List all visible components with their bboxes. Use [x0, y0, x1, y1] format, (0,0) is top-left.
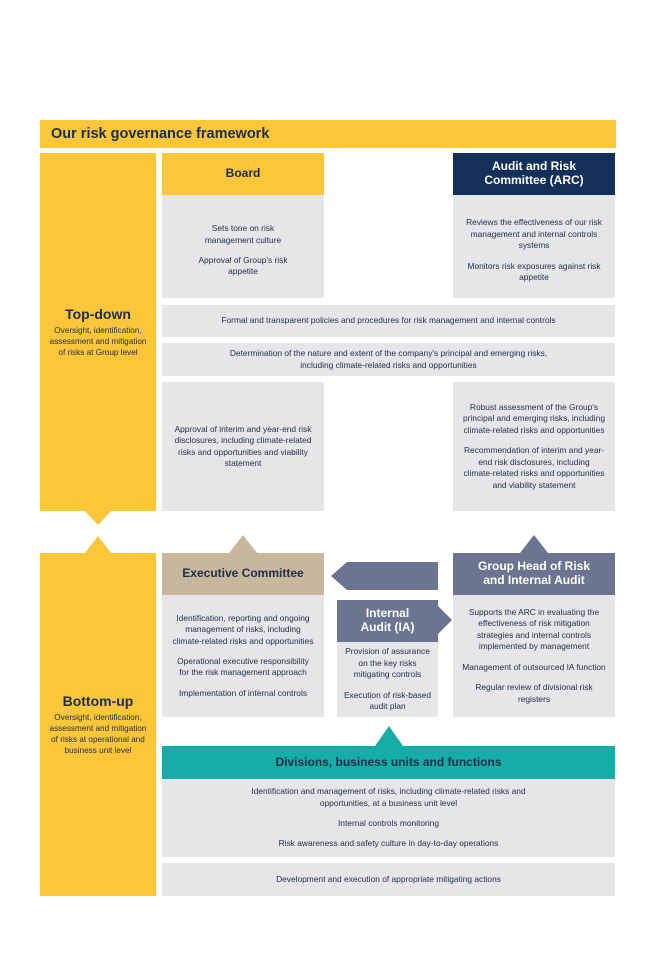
top-down-subtitle: Oversight, identification, assessment and mitigation of risks at Group level — [49, 326, 147, 357]
internal-audit-responsibilities — [337, 642, 438, 717]
divisions-up-arrow — [375, 726, 403, 746]
arc-item: Reviews the effectiveness of our risk management and internal controls systems — [466, 217, 602, 251]
group-head-item: Supports the ARC in evaluating the effectiveness of risk mitigation strategies and internal controls implemented by management — [468, 607, 600, 652]
executive-item: Operational executive responsibility for the risk management approach — [177, 656, 309, 678]
executive-committee-responsibilities — [162, 595, 324, 717]
divisions-item: Risk awareness and safety culture in day-to-day operations — [278, 838, 499, 849]
board-header: Board — [162, 153, 324, 195]
bottom-up-column — [40, 553, 156, 896]
group-head-item: Regular review of divisional risk registers — [475, 682, 593, 704]
framework-title: Our risk governance framework — [40, 120, 616, 148]
board-item: Approval of Group's risk appetite — [198, 255, 288, 277]
top-down-title: Top-down — [65, 306, 131, 322]
shared-band-principal-risks: Determination of the nature and extent of the company's principal and emerging risks, including climate-related risks and opportunities — [162, 343, 615, 376]
bottom-up-up-arrow — [85, 536, 111, 554]
executive-item: Implementation of internal controls — [178, 687, 308, 698]
arc-assessment-item: Recommendation of interim and year-end risk disclosures, including climate-related risks and opportunities and viability statement — [463, 445, 605, 490]
board-disclosures-text: Approval of interim and year-end risk disclosures, including climate-related risks and opportunities and viability statement — [174, 423, 312, 468]
board-responsibilities — [162, 195, 324, 298]
divisions-item: Identification and management of risks, including climate-related risks and opportunities, at a business unit level — [251, 786, 526, 808]
internal-audit-right-arrow — [438, 606, 452, 634]
group-head-up-arrow — [520, 535, 548, 553]
internal-audit-item: Execution of risk-based audit plan — [343, 689, 432, 712]
reporting-left-arrow — [331, 562, 438, 590]
divisions-responsibilities — [162, 779, 615, 857]
arc-header: Audit and Risk Committee (ARC) — [453, 153, 615, 195]
group-head-responsibilities — [453, 595, 615, 717]
executive-item: Identification, reporting and ongoing management of risks, including climate-related risks and opportunities — [172, 612, 314, 646]
mitigating-actions-band: Development and execution of appropriate mitigating actions — [162, 863, 615, 896]
bottom-up-title: Bottom-up — [62, 693, 134, 709]
executive-up-arrow — [229, 535, 257, 553]
arc-responsibilities — [453, 195, 615, 298]
board-disclosures — [162, 382, 324, 511]
group-head-item: Management of outsourced IA function — [462, 661, 606, 672]
top-down-down-arrow — [85, 511, 111, 529]
shared-band-policies: Formal and transparent policies and procedures for risk management and internal controls — [162, 305, 615, 337]
internal-audit-header: Internal Audit (IA) — [337, 600, 438, 642]
arc-item: Monitors risk exposures against risk appetite — [467, 260, 601, 283]
group-head-header: Group Head of Risk and Internal Audit — [453, 553, 615, 595]
arc-assessment-item: Robust assessment of the Group's principal and emerging risks, including climate-related risks and opportunities — [463, 402, 605, 435]
board-item: Sets tone on risk management culture — [204, 223, 282, 245]
arc-assessment — [453, 382, 615, 511]
executive-committee-header: Executive Committee — [162, 553, 324, 595]
internal-audit-item: Provision of assurance on the key risks mitigating controls — [345, 646, 430, 680]
bottom-up-subtitle: Oversight, identification, assessment and mitigation of risks at operational and business unit level — [49, 713, 147, 755]
divisions-item: Internal controls monitoring — [337, 818, 439, 828]
top-down-column — [40, 153, 156, 511]
divisions-header: Divisions, business units and functions — [162, 746, 615, 779]
